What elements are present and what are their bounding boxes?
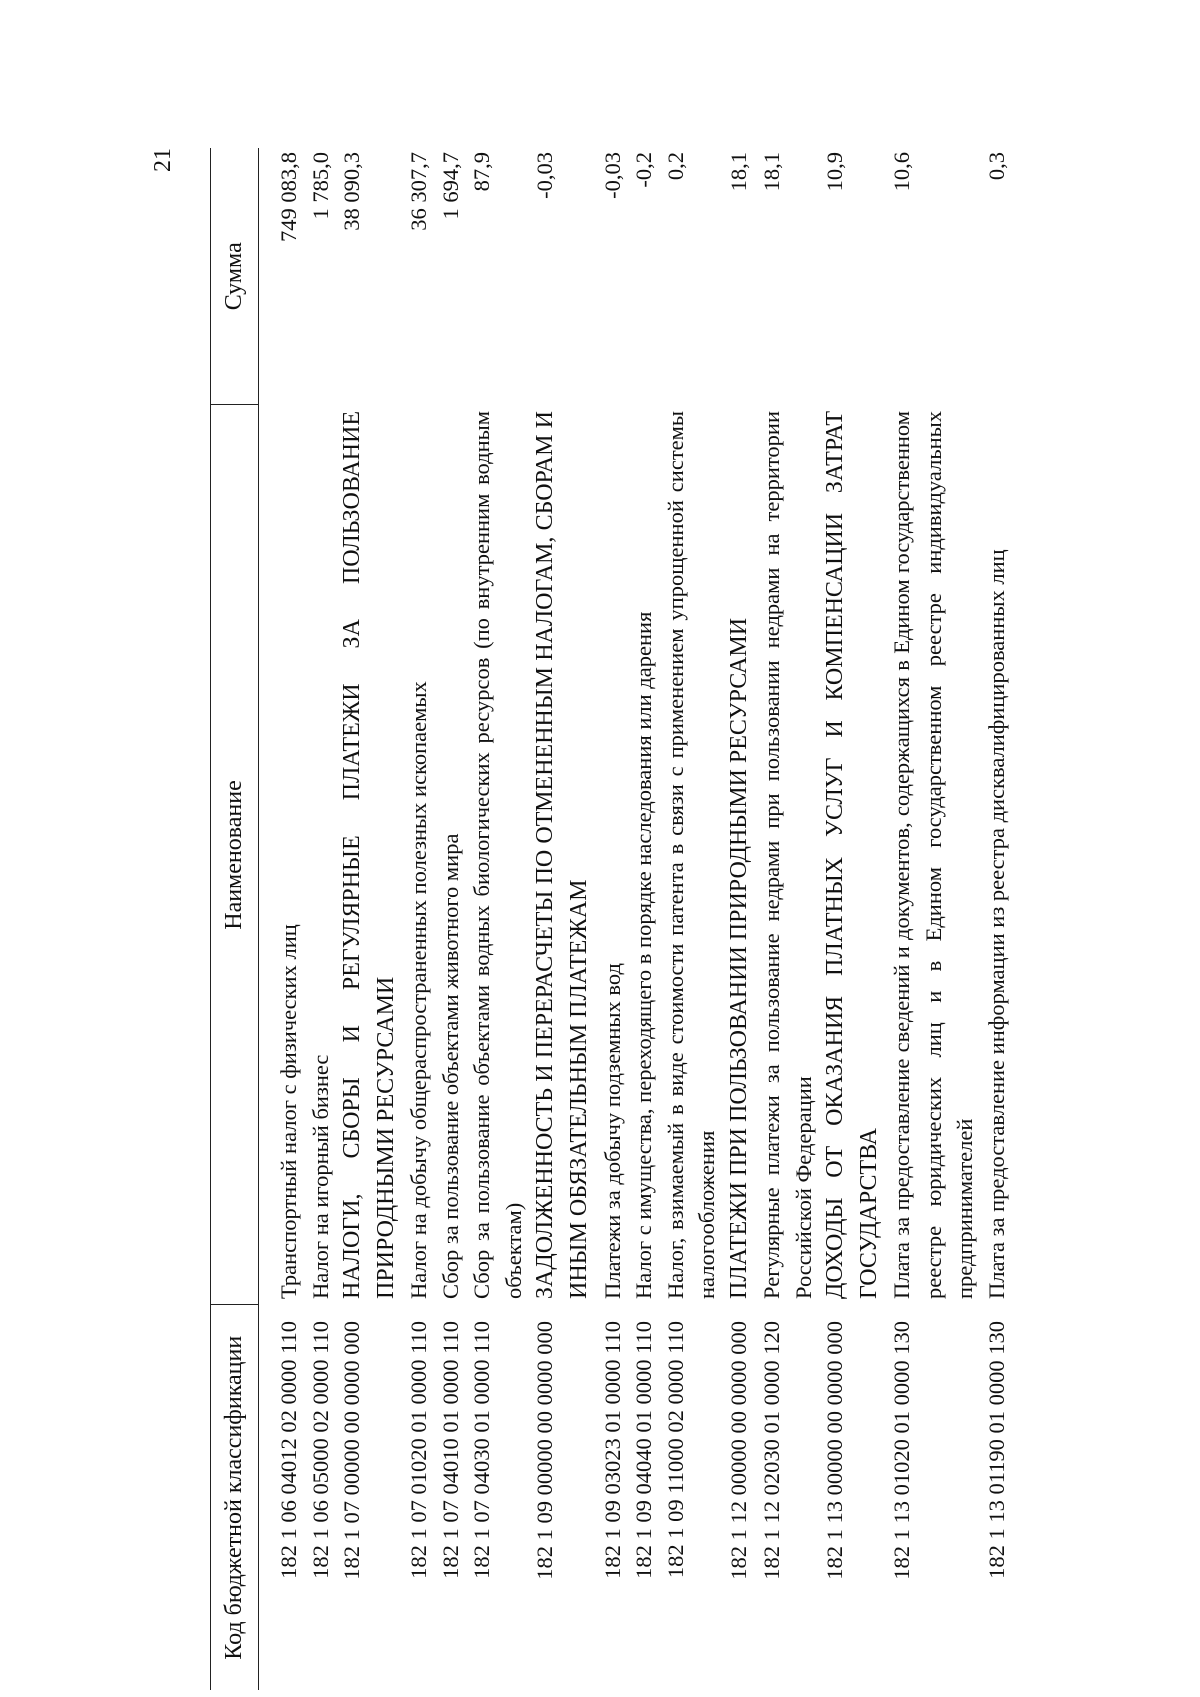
item-name-cell: Регулярные платежи за пользование недрами при пользовании недрами на территории Российской Федерации (759, 411, 816, 1299)
sum-cell: -0,03 (532, 152, 558, 199)
table-row (819, 148, 886, 1690)
budget-code-cell: 182 1 09 03023 01 0000 110 (599, 1321, 625, 1579)
sum-cell: 18,1 (725, 152, 751, 192)
sum-cell: 38 090,3 (339, 152, 365, 231)
item-name-cell: Сбор за пользование объектами водных биологических ресурсов (по внутренним водным объектам) (469, 411, 526, 1299)
sum-cell: 749 083,8 (276, 152, 302, 242)
sum-cell: 1 785,0 (307, 152, 333, 220)
item-name-cell: Налог, взимаемый в виде стоимости патента в связи с применением упрощенной системы налогообложения (662, 411, 720, 1299)
table-row (723, 148, 757, 1690)
budget-code-cell: 182 1 09 00000 00 0000 000 (532, 1321, 558, 1580)
budget-code-cell: 182 1 07 00000 00 0000 000 (339, 1321, 365, 1580)
budget-code-cell: 182 1 06 04012 02 0000 110 (276, 1321, 302, 1579)
table-row (403, 148, 435, 1690)
sum-cell: 0,2 (662, 152, 688, 181)
budget-code-cell: 182 1 07 04030 01 0000 110 (469, 1321, 495, 1579)
sum-cell: 18,1 (759, 152, 785, 192)
table-row (259, 148, 305, 1690)
item-name-cell: Налог на добычу общераспространенных полезных ископаемых (406, 681, 432, 1299)
table-row (336, 148, 403, 1690)
budget-code-cell: 182 1 06 05000 02 0000 110 (307, 1321, 333, 1579)
table-row (981, 148, 1013, 1690)
budget-code-cell: 182 1 09 11000 02 0000 110 (662, 1321, 688, 1579)
table-row (756, 148, 819, 1690)
budget-code-cell: 182 1 07 01020 01 0000 110 (406, 1321, 432, 1579)
header-code: Код бюджетной классификации (211, 1305, 259, 1690)
table-row (597, 148, 629, 1690)
budget-code-cell: 182 1 12 02030 01 0000 120 (759, 1321, 785, 1580)
item-name-cell: ДОХОДЫ ОТ ОКАЗАНИЯ ПЛАТНЫХ УСЛУГ И КОМПЕНСАЦИИ ЗАТРАТ ГОСУДАРСТВА (822, 411, 882, 1299)
sum-cell: -0,03 (599, 152, 625, 199)
item-name-cell: Плата за предоставление информации из реестра дисквалифицированных лиц (983, 549, 1009, 1299)
table-header-row (211, 148, 259, 1690)
budget-code-cell: 182 1 13 00000 00 0000 000 (822, 1321, 848, 1580)
budget-code-cell: 182 1 09 04040 01 0000 110 (631, 1321, 657, 1579)
table-row (628, 148, 660, 1690)
sum-cell: -0,2 (631, 152, 657, 188)
table-row (660, 148, 723, 1690)
sum-cell: 0,3 (983, 152, 1009, 181)
budget-code-cell: 182 1 12 00000 00 0000 000 (725, 1321, 751, 1580)
item-name-cell: НАЛОГИ, СБОРЫ И РЕГУЛЯРНЫЕ ПЛАТЕЖИ ЗА ПОЛЬЗОВАНИЕ ПРИРОДНЫМИ РЕСУРСАМИ (339, 411, 399, 1299)
sum-cell: 87,9 (469, 152, 495, 192)
item-name-cell: ЗАДОЛЖЕННОСТЬ И ПЕРЕРАСЧЕТЫ ПО ОТМЕНЕННЫМ НАЛОГАМ, СБОРАМ И ИНЫМ ОБЯЗАТЕЛЬНЫМ ПЛАТЕЖАМ (532, 411, 592, 1299)
page-number: 21 (150, 148, 176, 172)
sum-cell: 10,6 (889, 152, 915, 192)
item-name-cell: Сбор за пользование объектами животного мира (437, 833, 463, 1299)
item-name-cell: Плата за предоставление сведений и документов, содержащихся в Едином государственном реестре юридических лиц и в Едином государственном реестре индивидуальных предпринимателей (889, 411, 978, 1299)
item-name-cell: Налог с имущества, переходящего в порядке наследования или дарения (631, 611, 657, 1299)
item-name-cell: Транспортный налог с физических лиц (276, 924, 302, 1299)
item-name-cell: Платежи за добычу подземных вод (599, 963, 625, 1299)
budget-code-cell: 182 1 07 04010 01 0000 110 (437, 1321, 463, 1579)
table-row (466, 148, 529, 1690)
table-row (886, 148, 981, 1690)
item-name-cell: ПЛАТЕЖИ ПРИ ПОЛЬЗОВАНИИ ПРИРОДНЫМИ РЕСУРСАМИ (725, 617, 752, 1299)
budget-code-cell: 182 1 13 01190 01 0000 130 (983, 1321, 1009, 1579)
table-row (529, 148, 596, 1690)
sum-cell: 10,9 (822, 152, 848, 192)
item-name-cell: Налог на игорный бизнес (307, 1054, 333, 1299)
header-sum: Сумма (211, 148, 259, 405)
sum-cell: 1 694,7 (437, 152, 463, 220)
rotated-page (150, 148, 1030, 1690)
budget-code-cell: 182 1 13 01020 01 0000 130 (889, 1321, 915, 1580)
table-row (435, 148, 467, 1690)
sum-cell: 36 307,7 (406, 152, 432, 231)
table-row (305, 148, 337, 1690)
header-name: Наименование (211, 405, 259, 1305)
budget-table (210, 148, 1012, 1690)
